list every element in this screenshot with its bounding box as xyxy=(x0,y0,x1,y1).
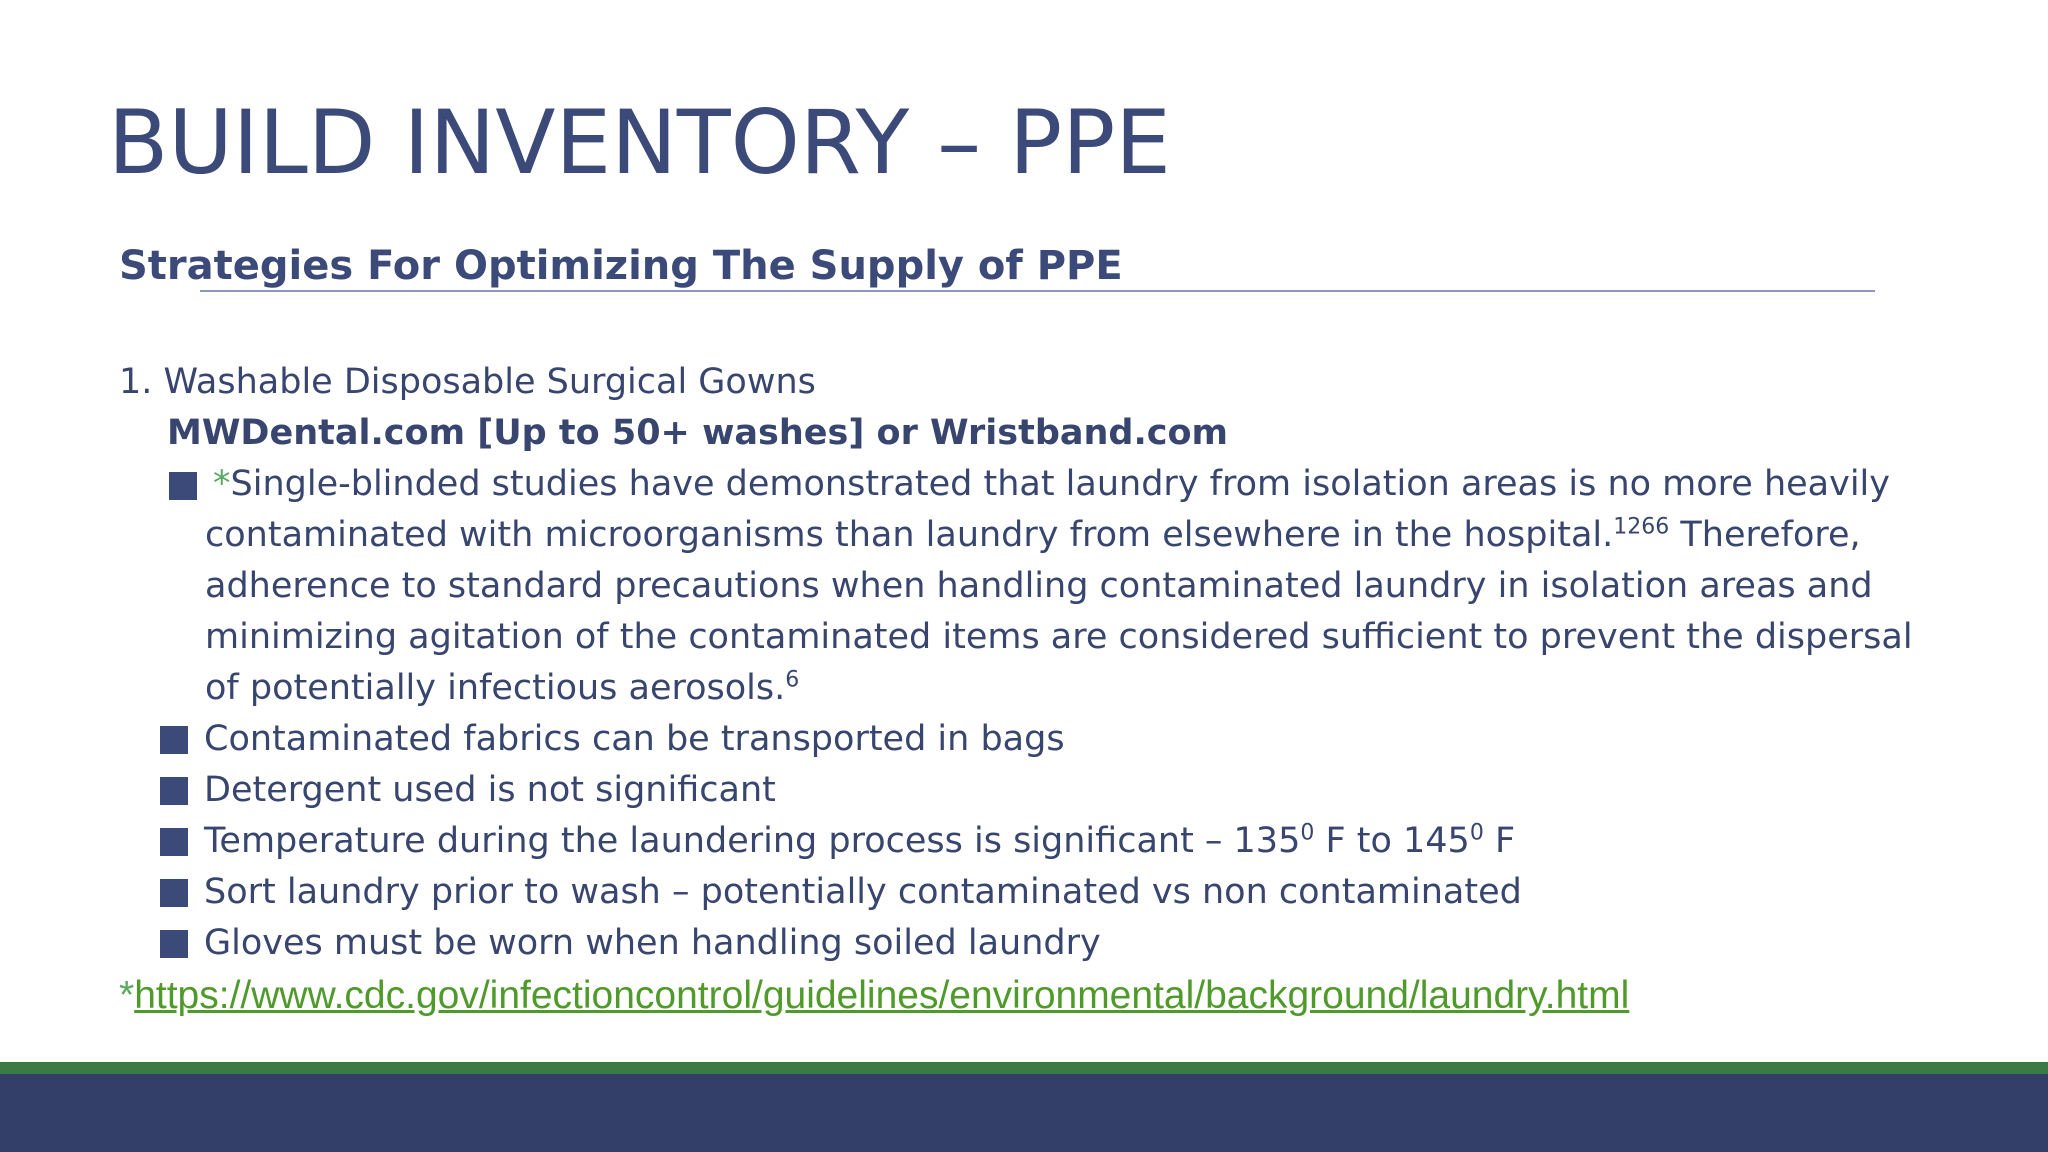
cdc-laundry-link[interactable]: https://www.cdc.gov/infectioncontrol/guidelines/environmental/background/laundry.html xyxy=(134,974,1630,1017)
reference-line xyxy=(119,970,1629,1022)
paragraph-line-4: minimizing agitation of the contaminated items are considered sufficient to prevent the dispersal xyxy=(205,617,1913,657)
footer-green-stripe xyxy=(0,1062,2048,1074)
slide-title: BUILD INVENTORY – PPE xyxy=(108,91,1171,194)
subtitle-underline xyxy=(200,290,1875,292)
square-bullet-icon xyxy=(169,472,197,500)
item-label: Washable Disposable Surgical Gowns xyxy=(163,362,816,402)
square-bullet-icon xyxy=(160,828,188,856)
paragraph-line-2: contaminated with microorganisms than laundry from elsewhere in the hospital.$^{1266}$ Therefore, xyxy=(205,514,1861,555)
laundry-paragraph xyxy=(205,459,1913,714)
slide-subtitle: Strategies For Optimizing The Supply of PPE xyxy=(119,243,1123,289)
square-bullet-icon xyxy=(160,726,188,754)
square-bullet-icon xyxy=(160,930,188,958)
paragraph-line-1: *Single-blinded studies have demonstrated that laundry from isolation areas is no more heavily xyxy=(213,464,1890,504)
square-bullet-icon xyxy=(160,777,188,805)
list-item: Temperature during the laundering process is significant – $135^0$ F to $145^0$ F xyxy=(160,816,1522,867)
square-bullet-icon xyxy=(160,879,188,907)
asterisk-marker: * xyxy=(119,974,135,1017)
footnote-ref: 6 xyxy=(785,667,800,693)
list-item: Gloves must be worn when handling soiled laundry xyxy=(160,918,1522,969)
paragraph-line-5: of potentially infectious aerosols.$^6$ xyxy=(205,667,800,708)
footer-navy-band xyxy=(0,1074,2048,1152)
list-item: Contaminated fabrics can be transported in bags xyxy=(160,714,1522,765)
numbered-item xyxy=(119,357,816,408)
bullet-list xyxy=(160,714,1522,969)
list-item: Detergent used is not significant xyxy=(160,765,1522,816)
footnote-ref: 1266 xyxy=(1613,514,1670,540)
asterisk-marker: * xyxy=(213,464,231,504)
item-number: 1. xyxy=(119,362,153,402)
paragraph-line-3: adherence to standard precautions when handling contaminated laundry in isolation areas and xyxy=(205,566,1873,606)
list-item: Sort laundry prior to wash – potentially contaminated vs non contaminated xyxy=(160,867,1522,918)
sources-line: MWDental.com [Up to 50+ washes] or Wristband.com xyxy=(167,413,1229,453)
